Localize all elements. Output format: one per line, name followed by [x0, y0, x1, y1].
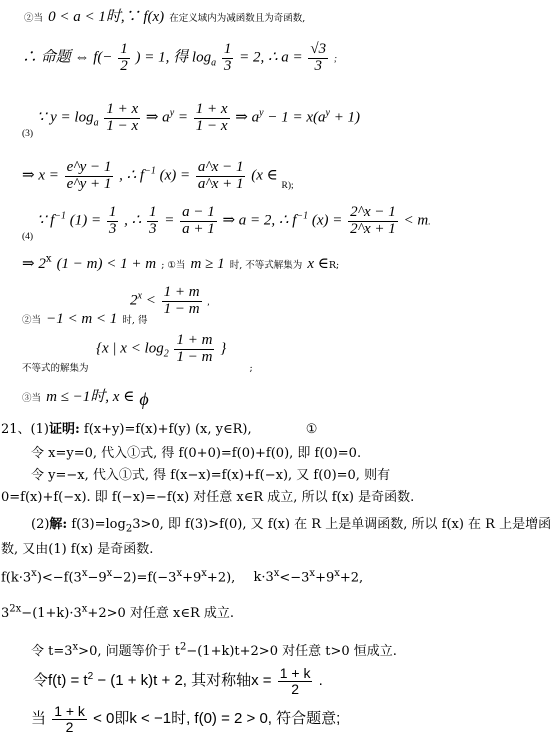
line-5: $_{(4)}$ ∵ $f^{-1}$ (1) = $\frac{1}{3}$ , ∴ $\frac{1}{3}$ = $\frac{a - 1}{a + 1}$ ⇒ a = 2, ∴ $f^{-1}$ (x) = $\frac{2\^{}x - 1}{2\^{}x + 1}$ < m. — [22, 204, 431, 242]
fraction: $\frac{1 + m}{1 - m}$ — [176, 332, 213, 365]
fraction: $\frac{a - 1}{a + 1}$ — [182, 204, 215, 237]
fraction: $\frac{1 + x}{1 - x}$ — [195, 101, 228, 134]
line-22: 当 $\frac{1 + k}{2}$ < 0即k < −1时, f(0) = 2 > 0, 符合题意; — [31, 703, 341, 735]
fraction: $\frac{e\^{}y - 1}{e\^{}y + 1}$ — [66, 159, 112, 192]
line-2: ∴ 命题 ⇔ f(− $\frac{1}{2}$ ) = 1, 得 $\log_a$ $\frac{1}{3}$ = 2, ∴ a = $\frac{√3}{3}$ ; — [22, 41, 338, 74]
fraction: $\frac{1 + m}{1 - m}$ — [163, 284, 200, 317]
line-1-condition: 0 < a < 1时,∵ f(x) — [48, 9, 165, 25]
line-6: ⇒ 2$^x$ (1 − m) < 1 + m ; ①当 m ≥ 1 时, 不等式解集为 x ∈R; — [22, 253, 340, 272]
fraction: $\frac{a\^{}x - 1}{a\^{}x + 1}$ — [197, 159, 244, 192]
line-13: 令 x=y=0, 代入①式, 得 f(0+0)=f(0)+f(0), 即 f(0)=0. — [31, 446, 362, 461]
line-21: 令$f(t) = t^2 - (1 + k)t + 2$, 其对称轴x = $\frac{1 + k}{2}$ . — [33, 665, 323, 697]
fraction: $\frac{1}{3}$ — [108, 204, 117, 237]
line-1-prefix: ②当 — [24, 13, 44, 24]
line-16: (2)解: $f(3)=\log_23>0$, 即 f(3)>f(0), 又 f(x) 在 R 上是单调函数, 所以 f(x) 在 R 上是增函 — [31, 517, 551, 535]
line-1 — [24, 5, 305, 26]
line-7: $2^x$ < $\frac{1 + m}{1 - m}$ , — [130, 284, 210, 317]
line-10: 不等式的解集为 ; — [22, 363, 253, 374]
line-19: $3^{2x}-(1+k)\cdot 3^x+2>0$ 对任意 x∈R 成立. — [1, 603, 235, 621]
fraction: $\frac{1}{2}$ — [120, 41, 128, 74]
fraction: $\frac{1 + k}{2}$ — [54, 703, 85, 735]
fraction: $\frac{2\^{}x - 1}{2\^{}x + 1}$ — [350, 204, 396, 237]
fraction: $\frac{1}{3}$ — [148, 204, 157, 237]
line-9: {x | $x < \log_2$ $\frac{1 + m}{1 - m}$ } — [96, 332, 227, 365]
line-14: 令 y=−x, 代入①式, 得 f(x−x)=f(x)+f(−x), 又 f(0)=0, 则有 — [31, 468, 391, 483]
fraction: $\frac{1}{3}$ — [223, 41, 232, 74]
line-11: ③当 m ≤ −1时, x ∈ ϕ — [22, 389, 149, 409]
line-3: $_{(3)}$ ∵ $y = \log_a$ $\frac{1 + x}{1 - x}$ ⇒ $a^y$ = $\frac{1 + x}{1 - x}$ ⇒ $a^y - 1 = x(a^y + 1)$ — [22, 101, 361, 139]
line-17: 数, 又由(1) f(x) 是奇函数. — [1, 542, 154, 557]
line-18: $f(k\cdot 3^x)<-f(3^x-9^x-2)=f(-3^x+9^x+2)$, $k\cdot 3^x<-3^x+9^x+2$, — [1, 568, 364, 586]
line-20: 令 $t=3^x>0$, 问题等价于 $t^2-(1+k)t+2>0$ 对任意 t>0 恒成立. — [31, 641, 397, 659]
line-12: 21、(1)证明: f(x+y)=f(x)+f(y) (x, y∈R), ① — [1, 422, 318, 437]
fraction: $\frac{1 + x}{1 - x}$ — [106, 101, 139, 134]
line-8: ②当 −1 < m < 1 时, 得 — [22, 311, 148, 327]
fraction: $\frac{1 + k}{2}$ — [279, 665, 311, 697]
line-1-suffix: 在定义域内为减函数且为奇函数, — [169, 13, 306, 24]
line-4: ⇒ x = $\frac{e\^{}y - 1}{e\^{}y + 1}$ , ∴ $f^{-1}$ (x) = $\frac{a\^{}x - 1}{a\^{}x + 1}$ (x ∈ $_{R);}$ — [22, 159, 294, 192]
fraction: $\frac{√3}{3}$ — [310, 41, 327, 74]
line-15: 0=f(x)+f(−x). 即 f(−x)=−f(x) 对任意 x∈R 成立, 所以 f(x) 是奇函数. — [1, 490, 415, 505]
